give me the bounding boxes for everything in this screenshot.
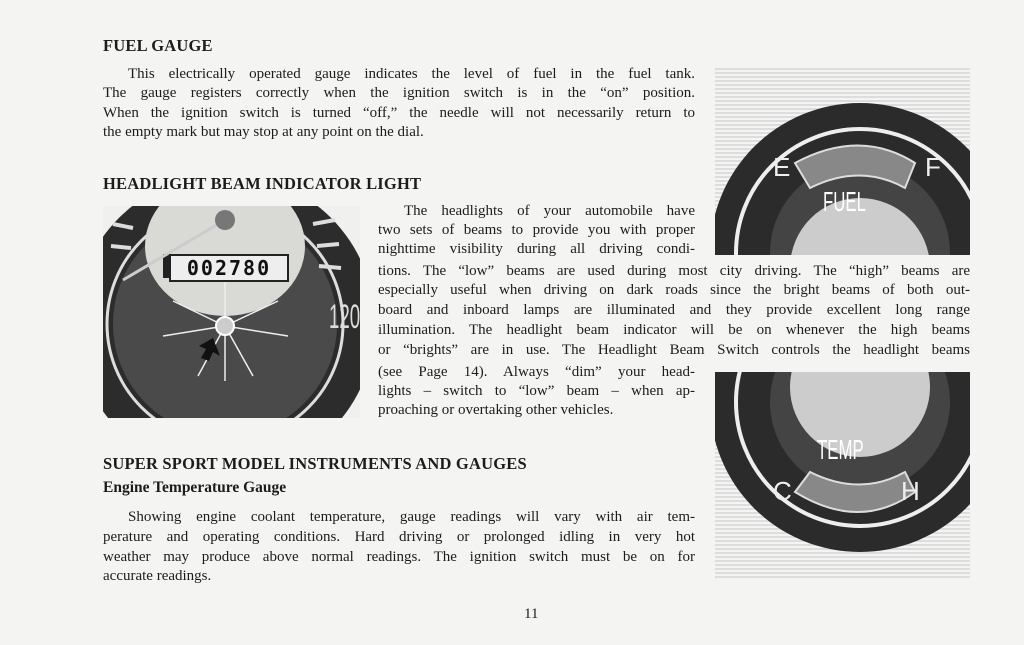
speedometer-photo (103, 206, 360, 418)
fuel-text-line: The gauge registers correctly when the ignition switch is in the “on” position. (103, 85, 695, 101)
odometer-readout: 002780 (169, 254, 289, 282)
headlight-text-line: especially useful when driving on dark roads since the bright beams of both out- (378, 282, 970, 298)
fuel-text-line: This electrically operated gauge indicates the level of fuel in the fuel tank. (128, 66, 695, 82)
headlight-text-line: The headlights of your automobile have (404, 203, 695, 219)
headlight-text-line: (see Page 14). Always “dim” your head- (378, 364, 695, 380)
temp-gauge-illustration (715, 372, 970, 580)
temp-text-line: accurate readings. (103, 568, 212, 584)
fuel-gauge-heading: FUEL GAUGE (103, 36, 213, 55)
engine-temp-subheading: Engine Temperature Gauge (103, 479, 287, 496)
fuel-label: FUEL (823, 186, 866, 217)
speed-mark-label: 120 (329, 298, 360, 336)
headlight-text-line: or “brights” are in use. The Headlight Beam Switch controls the headlight beams (378, 342, 970, 358)
headlight-text-line: lights – switch to “low” beam – when ap- (378, 383, 695, 399)
headlight-text-line: two sets of beams to provide you with proper (378, 222, 695, 238)
temp-label: TEMP (817, 434, 864, 465)
headlight-text-line: illumination. The headlight beam indicator will be on whenever the high beams (378, 322, 970, 338)
page-number: 11 (524, 606, 539, 622)
headlight-text-line: tions. The “low” beams are used during most city driving. The “high” beams are (378, 263, 970, 279)
fuel-text-line: the empty mark but may stop at any point on the dial. (103, 124, 424, 140)
fuel-gauge-photo (715, 68, 970, 255)
temp-text-line: Showing engine coolant temperature, gauge readings will vary with air tem- (128, 509, 695, 525)
temp-cold-label: C (773, 476, 792, 506)
fuel-full-label: F (925, 152, 941, 182)
speedometer-illustration (103, 206, 360, 418)
temp-gauge-photo (715, 372, 970, 580)
headlight-text-line: board and inboard lamps are illuminated and they provide excellent long range (378, 302, 970, 318)
headlight-heading: HEADLIGHT BEAM INDICATOR LIGHT (103, 174, 422, 193)
temp-text-line: perature and operating conditions. Hard driving or prolonged idling in very hot (103, 529, 695, 545)
fuel-text-line: When the ignition switch is turned “off,” the needle will not necessarily return to (103, 105, 695, 121)
fuel-empty-label: E (773, 152, 791, 182)
temp-hot-label: H (901, 476, 920, 506)
temp-text-line: weather may produce above normal readings. The ignition switch must be on for (103, 549, 695, 565)
headlight-text-line: nighttime visibility during all driving condi- (378, 241, 695, 257)
super-sport-heading: SUPER SPORT MODEL INSTRUMENTS AND GAUGES (103, 454, 527, 473)
headlight-text-line: proaching or overtaking other vehicles. (378, 402, 614, 418)
